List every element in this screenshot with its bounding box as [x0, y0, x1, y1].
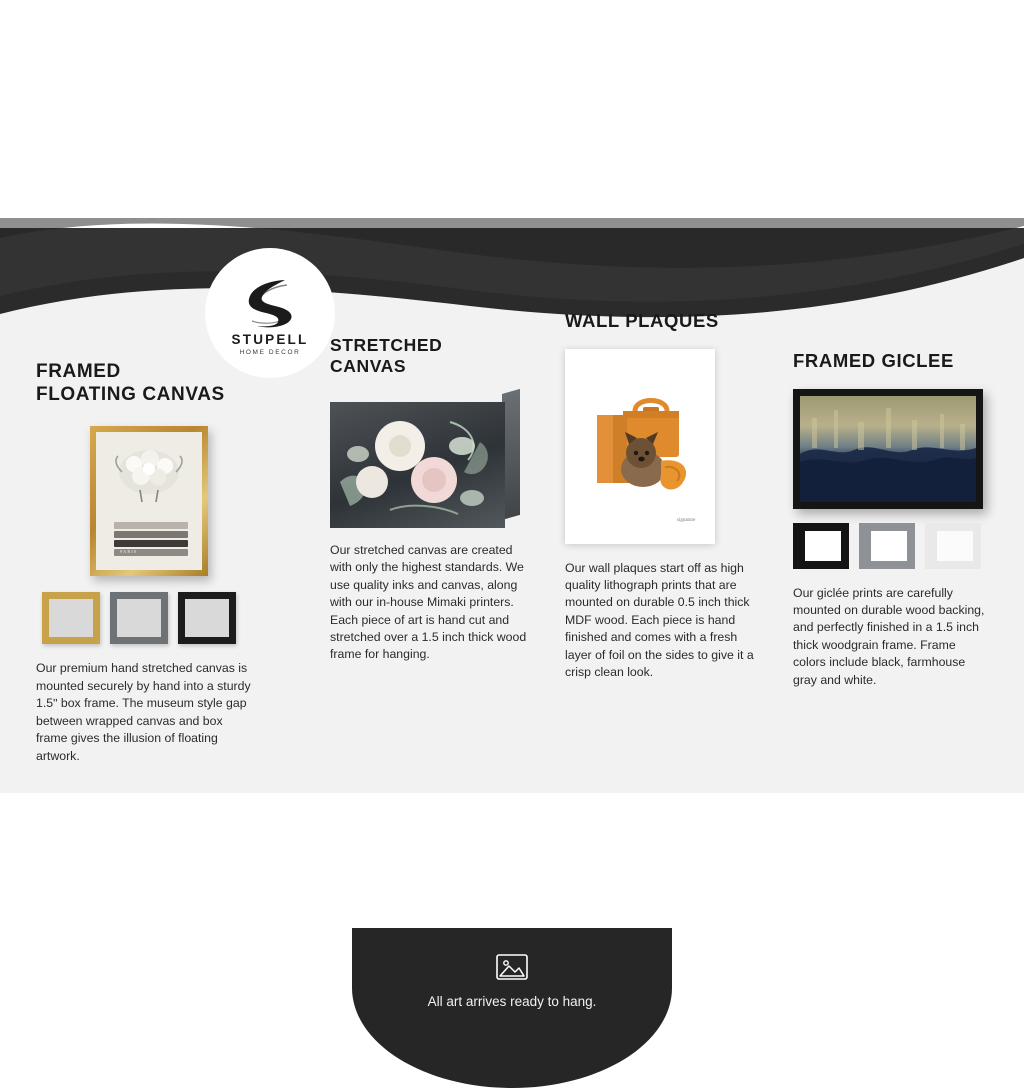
footer-text: All art arrives ready to hang.: [427, 994, 597, 1009]
section-title-line2: CANVAS: [330, 356, 407, 377]
product-image-wall-plaque: [565, 349, 715, 544]
section-title: [793, 350, 993, 373]
canvas-artwork: [96, 432, 202, 570]
product-image-framed-giclee: [793, 389, 983, 509]
canvas-face: [330, 402, 505, 528]
gold-frame-swatch[interactable]: [42, 592, 100, 644]
svg-text:signature: signature: [677, 517, 696, 523]
black-frame-swatch[interactable]: [793, 523, 849, 569]
section-wall-plaques: [565, 310, 765, 694]
brand-name: STUPELL: [231, 331, 309, 347]
section-title-line1: WALL PLAQUES: [565, 310, 719, 331]
section-stretched-canvas: [330, 335, 535, 676]
giclee-artwork: [800, 396, 976, 502]
frame-color-swatches: [42, 592, 286, 644]
section-description: Our wall plaques start off as high quality lithograph prints that are mounted on durable 0.5 inch thick MDF wood. Each piece is hand finished and comes with a fresh layer of foil on the sides to give it a crisp clean look.: [565, 560, 754, 680]
product-image-framed-floating-canvas: [90, 426, 286, 576]
product-image-stretched-canvas: [330, 394, 520, 528]
brand-subtitle: HOME DECOR: [239, 348, 301, 356]
white-frame-swatch[interactable]: [925, 523, 981, 569]
section-title-line1: FRAMED: [36, 361, 121, 382]
dark-wave-decoration: [0, 228, 1024, 348]
frame-color-swatches: [793, 523, 993, 569]
floral-bouquet-illustration: [110, 446, 188, 508]
section-framed-floating-canvas: [36, 360, 286, 777]
black-frame-swatch[interactable]: [178, 592, 236, 644]
section-title: [330, 335, 535, 378]
section-title-line2: FLOATING CANVAS: [36, 384, 225, 406]
section-description: Our giclée prints are carefully mounted on durable wood backing, and perfectly finished in a 1.5 inch thick woodgrain frame. Frame colors include black, farmhouse gray and white.: [793, 585, 985, 687]
section-description: Our stretched canvas are created with only the highest standards. We use quality inks and canvas, along with our in-house Mimaki printers. Each piece of art is hand cut and stretched over a 1.5 inch thick wood frame for hanging.: [330, 542, 527, 662]
swoosh-logo-icon: [239, 277, 301, 329]
artwork-caption: PARIS: [120, 549, 138, 555]
picture-frame-icon: [495, 952, 529, 982]
section-title-line1: FRAMED GICLEE: [793, 350, 954, 371]
abstract-landscape-illustration: [800, 396, 976, 502]
dog-with-handbag-illustration: [565, 349, 715, 544]
section-title-line1: STRETCHED: [330, 335, 443, 355]
gray-frame-swatch[interactable]: [110, 592, 168, 644]
gray-frame-swatch[interactable]: [859, 523, 915, 569]
brand-logo: [205, 248, 335, 378]
section-title: [565, 310, 765, 333]
gold-box-frame: [90, 426, 208, 576]
floral-artwork-illustration: [330, 402, 505, 528]
section-description: Our premium hand stretched canvas is mounted securely by hand into a sturdy 1.5ʺ box frame. The museum style gap between wrapped canvas and box frame gives the illusion of floating artwork.: [36, 661, 251, 763]
footer-arc: [352, 928, 672, 1088]
section-framed-giclee: [793, 350, 993, 702]
